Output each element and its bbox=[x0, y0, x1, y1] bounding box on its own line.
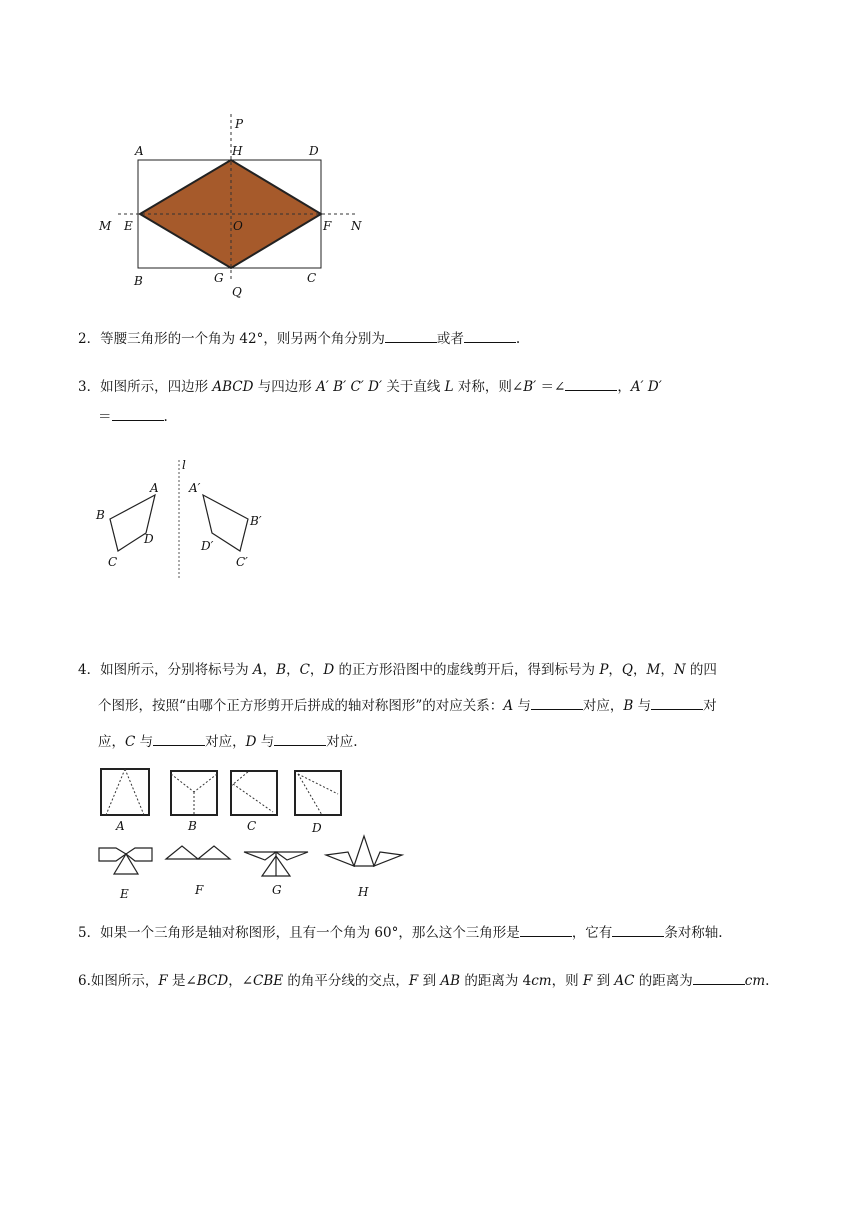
q4-sep: ， bbox=[633, 662, 647, 678]
q4-text: 与 bbox=[256, 734, 275, 750]
label-M: M bbox=[99, 219, 112, 233]
label-H: H bbox=[232, 144, 243, 158]
q6-text: ，∠ bbox=[228, 973, 254, 989]
q2-text-a: 等腰三角形的一个角为 42°，则另两个角分别为 bbox=[100, 331, 385, 347]
q4-B: B bbox=[623, 698, 634, 714]
q4-blank-D[interactable] bbox=[274, 731, 326, 746]
q4-number: 4． bbox=[78, 662, 101, 678]
q4-text: 对应， bbox=[205, 734, 246, 750]
q2-blank-2[interactable] bbox=[464, 328, 516, 343]
q6-text: 的距离为 4 bbox=[460, 973, 532, 989]
label-C-prime: C′ bbox=[236, 555, 248, 569]
q6-F: F bbox=[582, 973, 593, 989]
q6-cm: cm bbox=[531, 973, 552, 989]
shape-E bbox=[99, 848, 152, 874]
q4-blank-B[interactable] bbox=[651, 695, 703, 710]
figure-quadrilateral-symmetry bbox=[90, 455, 280, 580]
q2-text-end: . bbox=[515, 331, 521, 347]
q6-CBE: CBE bbox=[253, 973, 284, 989]
label-G: G bbox=[272, 883, 282, 897]
label-D-prime: D′ bbox=[201, 539, 214, 553]
figure-cut-squares bbox=[92, 764, 412, 904]
q2-blank-1[interactable] bbox=[385, 328, 437, 343]
q6-blank[interactable] bbox=[693, 970, 745, 985]
q4-text: 个图形，按照“由哪个正方形剪开后拼成的轴对称图形”的对应关系： bbox=[98, 698, 504, 714]
q6-text: 的距离为 bbox=[634, 973, 693, 989]
q3-text: ， bbox=[617, 379, 631, 395]
q6-text: 的角平分线的交点， bbox=[283, 973, 409, 989]
q4-D: D bbox=[245, 734, 257, 750]
shape-F bbox=[166, 846, 230, 859]
q3-ad-prime: A′ D′ bbox=[630, 379, 662, 395]
q6-text: ，则 bbox=[551, 973, 583, 989]
q4-Q: Q bbox=[621, 662, 633, 678]
label-E: E bbox=[120, 887, 129, 901]
label-B-prime: B′ bbox=[250, 514, 262, 528]
q3-blank-2[interactable] bbox=[112, 406, 164, 421]
q4-sep: ， bbox=[608, 662, 622, 678]
q4-blank-C[interactable] bbox=[153, 731, 205, 746]
q3-equals: ＝ bbox=[98, 409, 112, 425]
q4-line-3 bbox=[78, 724, 778, 760]
label-H: H bbox=[358, 885, 369, 899]
question-3 bbox=[78, 372, 778, 432]
square-D bbox=[295, 771, 341, 815]
square-B bbox=[171, 771, 217, 815]
q4-text: 应， bbox=[98, 734, 125, 750]
label-O: O bbox=[233, 219, 243, 233]
q4-text: 与 bbox=[513, 698, 531, 714]
label-C: C bbox=[307, 271, 317, 285]
q4-text: 的四 bbox=[685, 662, 717, 678]
label-A: A bbox=[150, 481, 159, 495]
label-F: F bbox=[323, 219, 332, 233]
q6-text-end: . bbox=[765, 973, 770, 989]
q3-text: 关于直线 bbox=[382, 379, 445, 395]
q3-abcd-prime: A′ B′ C′ D′ bbox=[316, 379, 383, 395]
q4-blank-A[interactable] bbox=[531, 695, 583, 710]
q4-sep: ， bbox=[309, 662, 324, 678]
q6-F: F bbox=[158, 973, 168, 989]
q4-D: D bbox=[323, 662, 335, 678]
q4-P: P bbox=[599, 662, 609, 678]
q4-sep: ， bbox=[262, 662, 277, 678]
q6-BCD: BCD bbox=[196, 973, 229, 989]
q3-text: ＝∠ bbox=[536, 379, 566, 395]
q5-blank-2[interactable] bbox=[612, 922, 664, 937]
q5-number: 5． bbox=[78, 925, 101, 941]
q4-text: 与 bbox=[135, 734, 154, 750]
q3-text-end: . bbox=[163, 409, 168, 425]
label-A-prime: A′ bbox=[189, 481, 201, 495]
shape-G bbox=[244, 852, 308, 876]
q4-line-2 bbox=[78, 688, 778, 724]
q6-AB: AB bbox=[440, 973, 461, 989]
q6-F: F bbox=[408, 973, 419, 989]
q4-text: 与 bbox=[633, 698, 652, 714]
q6-text: 是∠ bbox=[167, 973, 197, 989]
q3-text: 如图所示，四边形 bbox=[100, 379, 213, 395]
figure-rhombus-rectangle bbox=[90, 110, 380, 300]
q6-AC: AC bbox=[614, 973, 635, 989]
q3-number: 3． bbox=[78, 379, 101, 395]
q4-text: 对应， bbox=[582, 698, 624, 714]
label-G: G bbox=[214, 271, 224, 285]
q4-M: M bbox=[646, 662, 661, 678]
q3-text: 与四边形 bbox=[253, 379, 317, 395]
label-B: B bbox=[188, 819, 197, 833]
q4-text: 对应. bbox=[326, 734, 358, 750]
q6-text: 如图所示， bbox=[90, 973, 159, 989]
q2-number: 2． bbox=[78, 331, 101, 347]
q4-text: 对 bbox=[703, 698, 717, 714]
q4-B: B bbox=[276, 662, 287, 678]
q3-line-2 bbox=[78, 402, 778, 432]
q3-b-prime: B′ bbox=[523, 379, 537, 395]
q4-line-1 bbox=[78, 652, 778, 688]
q2-text-b: 或者 bbox=[436, 331, 464, 347]
q4-text: 如图所示，分别将标号为 bbox=[100, 662, 253, 678]
question-2 bbox=[78, 324, 778, 354]
label-D: D bbox=[309, 144, 319, 158]
q4-N: N bbox=[673, 662, 686, 678]
label-E: E bbox=[124, 219, 133, 233]
question-6 bbox=[78, 966, 778, 996]
q5-text-b: ，它有 bbox=[571, 925, 613, 941]
label-Q: Q bbox=[232, 285, 242, 299]
label-N: N bbox=[351, 219, 362, 233]
q4-C: C bbox=[125, 734, 136, 750]
square-A bbox=[101, 769, 149, 815]
label-A: A bbox=[135, 144, 144, 158]
label-B: B bbox=[134, 274, 143, 288]
q4-sep: ， bbox=[286, 662, 300, 678]
label-C: C bbox=[108, 555, 118, 569]
q3-abcd: ABCD bbox=[212, 379, 254, 395]
label-B: B bbox=[96, 508, 105, 522]
q3-blank-1[interactable] bbox=[565, 376, 617, 391]
q5-blank-1[interactable] bbox=[520, 922, 572, 937]
q6-number: 6. bbox=[78, 973, 91, 989]
label-l: l bbox=[182, 458, 186, 472]
label-D: D bbox=[144, 532, 154, 546]
label-F: F bbox=[195, 883, 204, 897]
question-4 bbox=[78, 652, 778, 760]
q4-C: C bbox=[299, 662, 310, 678]
q3-text: 对称，则∠ bbox=[453, 379, 524, 395]
q6-text: 到 bbox=[418, 973, 441, 989]
shape-H bbox=[326, 836, 402, 866]
q6-cm: cm bbox=[744, 973, 766, 989]
question-5 bbox=[78, 918, 778, 948]
label-A: A bbox=[116, 819, 125, 833]
q4-text: 的正方形沿图中的虚线剪开后，得到标号为 bbox=[334, 662, 600, 678]
label-D: D bbox=[312, 821, 322, 835]
q4-A: A bbox=[503, 698, 514, 714]
label-P: P bbox=[235, 117, 244, 131]
q4-A: A bbox=[252, 662, 263, 678]
q3-line-l: L bbox=[444, 379, 454, 395]
q6-text: 到 bbox=[592, 973, 615, 989]
label-C: C bbox=[247, 819, 257, 833]
q3-line-1 bbox=[78, 372, 778, 402]
q4-sep: ， bbox=[660, 662, 674, 678]
q5-text-a: 如果一个三角形是轴对称图形，且有一个角为 60°，那么这个三角形是 bbox=[100, 925, 520, 941]
q5-text-c: 条对称轴. bbox=[664, 925, 723, 941]
square-C bbox=[231, 771, 277, 815]
